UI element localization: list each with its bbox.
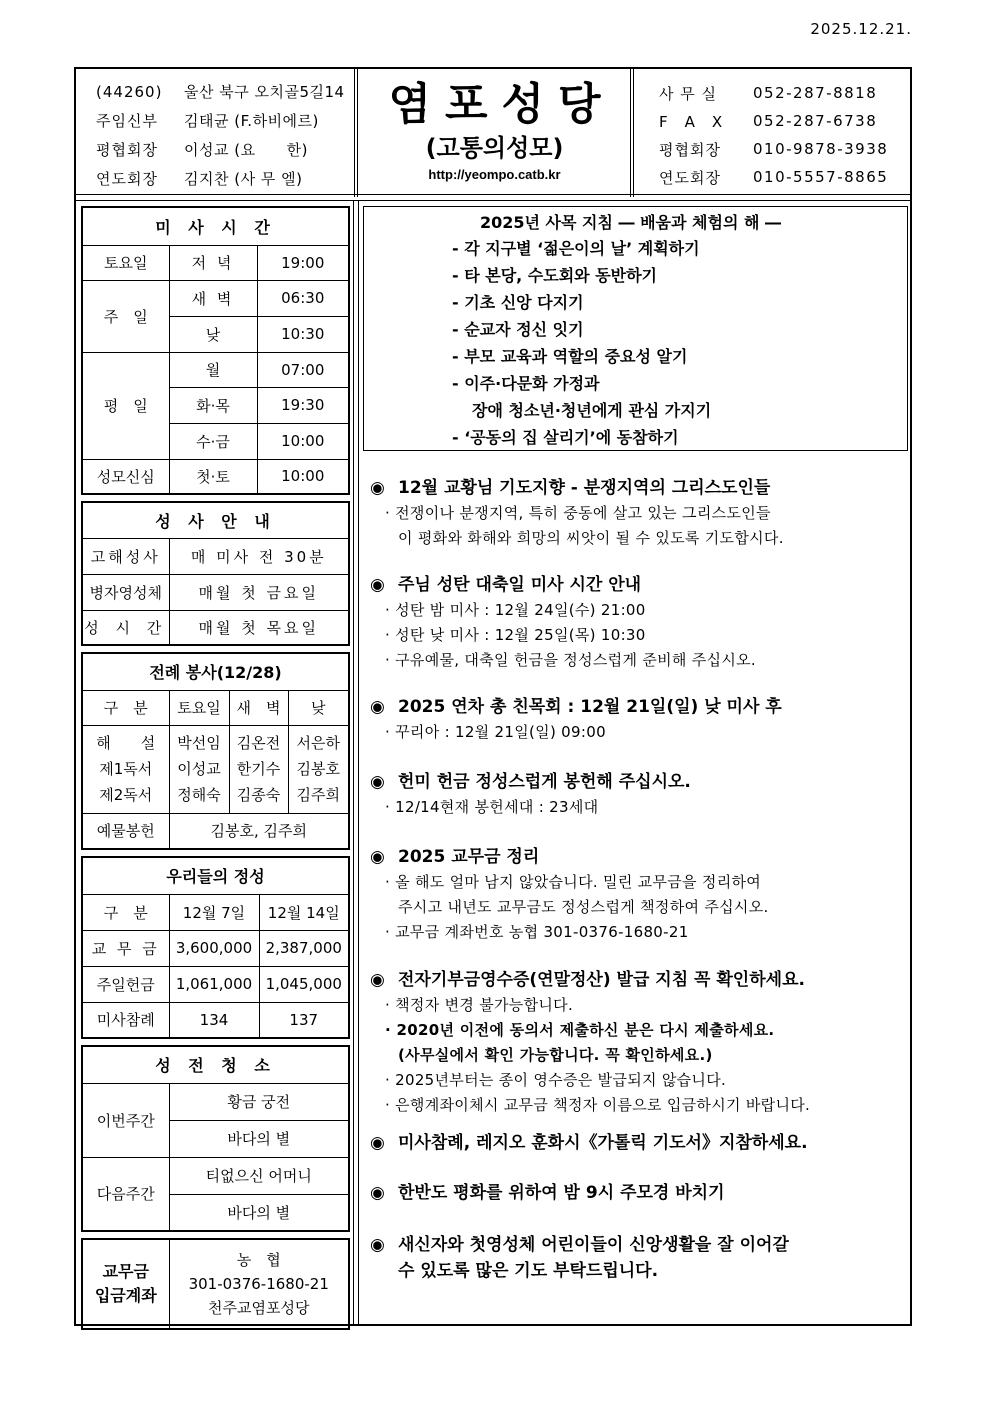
next-week-label: 다음주간 [82,1157,169,1231]
notice-line: · 교무금 계좌번호 농협 301-0376-1680-21 [385,923,689,941]
mass-sub: 화·목 [169,387,257,423]
offering-value: 김봉호, 김주희 [169,813,349,849]
pastoral-item: - 각 지구별 ‘젊은이의 날’ 계획하기 [452,239,700,258]
radio-bullet-icon: ◉ [370,478,385,498]
notice-title-text: 전자기부금영수증(연말정산) 발급 지침 꼭 확인하세요. [398,970,805,990]
liturgy-roles [82,725,169,813]
pastor-name: 김태균 (F.하비에르) [184,112,319,130]
divider [630,69,634,197]
notice-line: · 꾸리아 : 12월 21일(일) 09:00 [385,723,606,741]
this-week-label: 이번주간 [82,1083,169,1157]
sacraments-table [81,501,350,646]
notice-line: (사무실에서 확인 가능합니다. 꼭 확인하세요.) [398,1046,713,1064]
contact-label: 평협회장 [659,140,721,159]
right-column [363,206,908,1284]
bulletin-body [74,201,912,1326]
church-name: 염포성당 [388,79,615,130]
mass-time: 19:30 [257,387,349,423]
council-president-label: 평협회장 [96,141,158,159]
notice-line: 이 평화와 화해와 희망의 씨앗이 될 수 있도록 기도합시다. [398,529,784,547]
radio-bullet-icon: ◉ [370,772,385,792]
notice-line: · 2020년 이전에 동의서 제출하신 분은 다시 제출하세요. [385,1021,775,1039]
pastoral-title: 2025년 사목 지침 ― 배움과 체험의 해 ― [480,213,781,232]
account-label-line: 교무금 [102,1262,149,1281]
mass-sub: 월 [169,352,257,387]
notice-church-dues [370,844,908,945]
offering-amount: 134 [169,1002,259,1038]
notice-title-text: 미사참례, 레지오 훈화시《가톨릭 기도서》지참하세요. [398,1133,808,1153]
notice-title-text: 주님 성탄 대축일 미사 시간 안내 [398,575,642,595]
sacrament-name: 성 시 간 [82,610,169,645]
pastoral-item-continued: 장애 청소년·청년에게 관심 가지기 [472,401,712,420]
account-number: 301-0376-1680-21 [188,1275,329,1293]
pastoral-item: - 순교자 정신 잇기 [452,320,584,339]
radio-bullet-icon: ◉ [370,575,385,595]
mass-group: 성모신심 [82,459,169,494]
pastoral-item: - 이주·다문화 가정과 [452,374,600,393]
account-details [169,1239,349,1329]
yeondo-president-name: 김지찬 (사 무 엘) [184,170,303,188]
pastor-row [96,106,354,135]
radio-bullet-icon: ◉ [370,1183,385,1203]
offerings-table [81,856,350,1039]
yeondo-president-row [96,164,354,193]
liturgy-header: 새 벽 [229,690,288,725]
council-president-name: 이성교 (요 한) [184,141,308,159]
church-url-link[interactable]: http://yeompo.catb.kr [428,167,561,182]
yeondo-president-label: 연도회장 [96,170,158,188]
contact-number: 010-5557-8865 [753,168,889,186]
notice-title [370,1180,908,1206]
pastor-label: 주임신부 [96,112,158,130]
notice-peace-prayer [370,1180,908,1206]
notice-prayer-book [370,1130,908,1156]
account-holder: 천주교염포성당 [208,1299,310,1317]
cleaning-group: 황금 궁전 [169,1083,349,1120]
church-patron: (고통의성모) [425,134,564,162]
notice-line: · 올 해도 얼마 남지 않았습니다. 밀린 교무금을 정리하여 [385,873,762,891]
parish-info [76,69,354,197]
sacrament-name: 고해성사 [82,538,169,574]
sacraments-title: 성 사 안 내 [82,502,349,538]
offerings-header: 12월 14일 [259,894,349,930]
radio-bullet-icon: ◉ [370,970,385,990]
contact-yeondo [659,163,910,191]
notice-line: · 성탄 낮 미사 : 12월 25일(목) 10:30 [385,626,646,644]
person: 박선임 [177,734,221,752]
notice-title [370,572,908,598]
notice-title-text: 한반도 평화를 위하여 밤 9시 주모경 바치기 [398,1183,725,1203]
notice-title-text: 12월 교황님 기도지향 - 분쟁지역의 그리스도인들 [398,478,771,498]
contact-number: 052-287-6738 [753,112,878,130]
pastoral-guidelines [363,206,908,451]
notice-line: · 2025년부터는 종이 영수증은 발급되지 않습니다. [385,1071,727,1089]
contact-council [659,135,910,163]
mass-times-title: 미 사 시 간 [82,207,349,245]
council-president-row [96,135,354,164]
notice-prayer-intention [370,475,908,551]
cleaning-title: 성 전 청 소 [82,1046,349,1083]
notice-title [370,694,908,720]
notice-title-continued: 수 있도록 많은 기도 부탁드립니다. [398,1261,659,1281]
liturgy-day [288,725,349,813]
offering-amount: 2,387,000 [259,930,349,966]
liturgy-title: 전례 봉사(12/28) [82,653,349,690]
mass-sub: 낮 [169,316,257,352]
contact-number: 052-287-8818 [753,84,878,102]
notice-title [370,475,908,501]
notice-title [370,1130,908,1156]
notice-line: 주시고 내년도 교무금도 정성스럽게 책정하여 주십시오. [398,898,769,916]
account-table [81,1238,350,1330]
contact-label: F A X [659,112,724,131]
contact-number: 010-9878-3938 [753,140,889,158]
mass-group: 주 일 [82,280,169,352]
radio-bullet-icon: ◉ [370,1235,385,1255]
person: 김종숙 [236,786,281,804]
notice-rice-offering [370,769,908,820]
notice-line: · 전쟁이나 분쟁지역, 특히 중동에 살고 있는 그리스도인들 [385,504,771,522]
notice-line: · 책정자 변경 불가능합니다. [385,996,574,1014]
mass-time: 19:00 [257,245,349,280]
notice-line: · 구유예물, 대축일 헌금을 정성스럽게 준비해 주십시오. [385,651,756,669]
address-row [96,77,354,106]
sacrament-schedule: 매 미사 전 30분 [169,538,349,574]
mass-sub: 수·금 [169,423,257,459]
radio-bullet-icon: ◉ [370,1133,385,1153]
notice-christmas-mass [370,572,908,673]
notice-annual-gathering [370,694,908,745]
divider [354,69,358,197]
bank-name: 농 협 [236,1251,281,1269]
notice-line: · 성탄 밤 미사 : 12월 24일(수) 21:00 [385,601,646,619]
notice-title-text: 2025 교무금 정리 [398,847,540,867]
mass-time: 07:00 [257,352,349,387]
mass-group: 평 일 [82,352,169,459]
radio-bullet-icon: ◉ [370,697,385,717]
notice-line: · 12/14현재 봉헌세대 : 23세대 [385,798,599,816]
offering-amount: 1,045,000 [259,966,349,1002]
liturgy-header: 토요일 [169,690,229,725]
offerings-title: 우리들의 정성 [82,857,349,894]
notice-title-text: 헌미 헌금 정성스럽게 봉헌해 주십시오. [398,772,691,792]
mass-time: 06:30 [257,280,349,316]
notice-title [370,1232,908,1258]
column-divider [353,201,359,1324]
notice-title [370,967,908,993]
offering-amount: 3,600,000 [169,930,259,966]
offering-category: 교 무 금 [82,930,169,966]
notice-title [370,844,908,870]
liturgy-service-table [81,652,350,850]
contact-label: 연도회장 [659,168,721,187]
offering-category: 미사참례 [82,1002,169,1038]
offering-amount: 1,061,000 [169,966,259,1002]
offerings-header: 구 분 [82,894,169,930]
person: 김봉호 [296,760,340,778]
address: 울산 북구 오치골5길14 [184,83,345,101]
notice-donation-receipt [370,967,908,1118]
left-column [81,206,348,1330]
person: 서은하 [296,734,340,752]
liturgy-header: 낮 [288,690,349,725]
role: 제1독서 [99,760,153,778]
cleaning-group: 바다의 별 [169,1120,349,1157]
role: 제2독서 [99,786,153,804]
person: 김온전 [236,734,281,752]
pastoral-item: - 기초 신앙 다지기 [452,293,584,312]
notice-title-text: 2025 연차 총 친목회 : 12월 21일(일) 낮 미사 후 [398,697,782,717]
bulletin-header [74,67,912,201]
notice-title [370,769,908,795]
offering-amount: 137 [259,1002,349,1038]
account-label-line: 입금계좌 [94,1286,157,1305]
notice-new-believers [370,1232,908,1284]
contact-label: 사 무 실 [659,84,718,103]
pastoral-item: - 부모 교육과 역할의 중요성 알기 [452,347,688,366]
contact-fax [659,107,910,135]
liturgy-header: 구 분 [82,690,169,725]
role: 해 설 [96,734,156,752]
pastoral-item: - ‘공동의 집 살리기’에 동참하기 [452,428,679,447]
person: 이성교 [177,760,221,778]
mass-group: 토요일 [82,245,169,280]
liturgy-saturday [169,725,229,813]
cleaning-table [81,1045,350,1232]
cleaning-group: 티없으신 어머니 [169,1157,349,1194]
pastoral-item: - 타 본당, 수도회와 동반하기 [452,266,658,285]
offerings-header: 12월 7일 [169,894,259,930]
notice-line: · 은행계좌이체시 교무금 책정자 이름으로 입금하시기 바랍니다. [385,1096,811,1114]
mass-times-table [81,206,350,495]
sacrament-schedule: 매월 첫 목요일 [169,610,349,645]
sacrament-name: 병자영성체 [82,574,169,610]
contact-office [659,79,910,107]
person: 정해숙 [177,786,221,804]
mass-time: 10:00 [257,423,349,459]
bulletin-date: 2025.12.21. [810,20,912,38]
liturgy-dawn [229,725,288,813]
mass-time: 10:00 [257,459,349,494]
mass-time: 10:30 [257,316,349,352]
offering-label: 예물봉헌 [82,813,169,849]
contact-info [635,69,910,197]
person: 한기수 [236,760,281,778]
mass-sub: 첫·토 [169,459,257,494]
mass-sub: 새 벽 [169,280,257,316]
sacrament-schedule: 매월 첫 금요일 [169,574,349,610]
radio-bullet-icon: ◉ [370,847,385,867]
account-label [82,1239,169,1329]
offering-category: 주일헌금 [82,966,169,1002]
person: 김주희 [296,786,340,804]
postal-code: (44260) [96,82,163,101]
mass-sub: 저 녁 [169,245,257,280]
cleaning-group: 바다의 별 [169,1194,349,1231]
parish-title-block [359,69,630,197]
notice-title-text: 새신자와 첫영성체 어린이들이 신앙생활을 잘 이어갈 [398,1235,789,1255]
